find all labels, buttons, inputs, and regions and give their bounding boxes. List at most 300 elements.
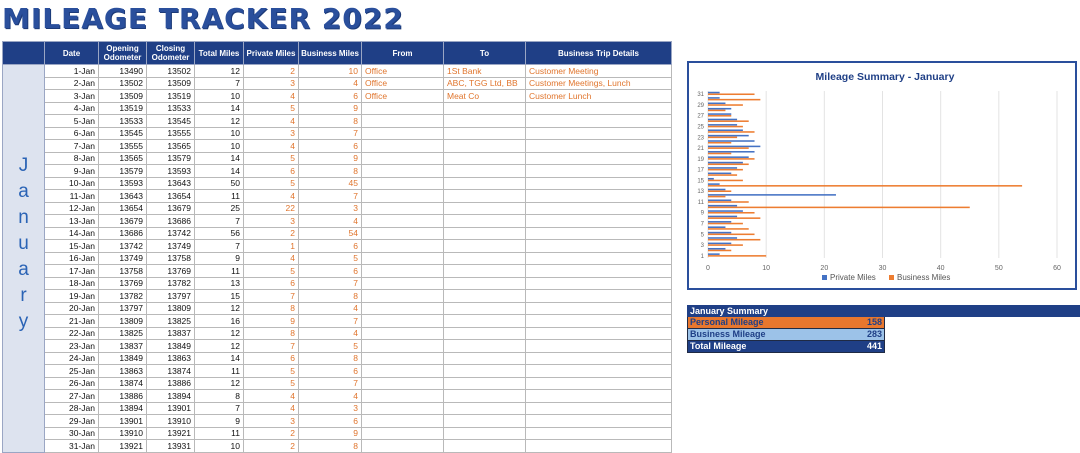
date-cell[interactable]: 29-Jan — [45, 415, 99, 428]
date-cell[interactable]: 2-Jan — [45, 77, 99, 90]
to-cell[interactable] — [444, 127, 526, 140]
private-miles-cell[interactable]: 3 — [244, 77, 299, 90]
closing-odometer-cell[interactable]: 13502 — [147, 65, 195, 78]
opening-odometer-cell[interactable]: 13910 — [99, 427, 147, 440]
total-miles-cell[interactable]: 14 — [195, 102, 244, 115]
business-miles-cell[interactable]: 4 — [299, 77, 362, 90]
date-cell[interactable]: 9-Jan — [45, 165, 99, 178]
to-cell[interactable] — [444, 227, 526, 240]
trip-details-cell[interactable] — [526, 327, 672, 340]
to-cell[interactable] — [444, 190, 526, 203]
opening-odometer-cell[interactable]: 13894 — [99, 402, 147, 415]
table-body — [3, 65, 672, 453]
private-bar — [708, 124, 737, 126]
table-row — [3, 240, 672, 253]
trip-details-cell[interactable] — [526, 265, 672, 278]
trip-details-cell[interactable] — [526, 277, 672, 290]
business-miles-cell[interactable]: 4 — [299, 302, 362, 315]
to-cell[interactable] — [444, 277, 526, 290]
total-miles-cell[interactable]: 11 — [195, 265, 244, 278]
private-miles-cell[interactable]: 4 — [244, 190, 299, 203]
closing-odometer-cell[interactable]: 13579 — [147, 152, 195, 165]
to-cell[interactable] — [444, 115, 526, 128]
from-cell[interactable] — [362, 140, 444, 153]
total-miles-cell[interactable]: 7 — [195, 240, 244, 253]
private-miles-cell[interactable]: 6 — [244, 277, 299, 290]
trip-details-cell[interactable] — [526, 302, 672, 315]
date-cell[interactable]: 23-Jan — [45, 340, 99, 353]
business-miles-cell[interactable]: 9 — [299, 102, 362, 115]
from-cell[interactable] — [362, 365, 444, 378]
private-miles-cell[interactable]: 5 — [244, 152, 299, 165]
date-cell[interactable]: 19-Jan — [45, 290, 99, 303]
trip-details-cell[interactable] — [526, 177, 672, 190]
closing-odometer-cell[interactable]: 13863 — [147, 352, 195, 365]
opening-odometer-cell[interactable]: 13533 — [99, 115, 147, 128]
from-cell[interactable] — [362, 377, 444, 390]
trip-details-cell[interactable] — [526, 215, 672, 228]
trip-details-cell[interactable] — [526, 252, 672, 265]
business-miles-cell[interactable]: 6 — [299, 140, 362, 153]
closing-odometer-cell[interactable]: 13654 — [147, 190, 195, 203]
business-miles-cell[interactable]: 6 — [299, 265, 362, 278]
business-miles-cell[interactable]: 8 — [299, 115, 362, 128]
business-miles-cell[interactable]: 4 — [299, 215, 362, 228]
trip-details-cell[interactable] — [526, 152, 672, 165]
trip-details-cell[interactable] — [526, 352, 672, 365]
date-cell[interactable]: 13-Jan — [45, 215, 99, 228]
date-cell[interactable]: 31-Jan — [45, 440, 99, 453]
date-cell[interactable]: 1-Jan — [45, 65, 99, 78]
opening-odometer-cell[interactable]: 13686 — [99, 227, 147, 240]
private-miles-cell[interactable]: 7 — [244, 340, 299, 353]
total-miles-cell[interactable]: 8 — [195, 390, 244, 403]
private-miles-cell[interactable]: 2 — [244, 440, 299, 453]
y-tick-label: 21 — [697, 146, 704, 153]
opening-odometer-cell[interactable]: 13555 — [99, 140, 147, 153]
closing-odometer-cell[interactable]: 13769 — [147, 265, 195, 278]
opening-odometer-cell[interactable]: 13874 — [99, 377, 147, 390]
trip-details-cell[interactable]: Customer Lunch — [526, 90, 672, 103]
opening-odometer-cell[interactable]: 13921 — [99, 440, 147, 453]
from-cell[interactable] — [362, 115, 444, 128]
private-miles-cell[interactable]: 5 — [244, 365, 299, 378]
summary-business-row — [687, 329, 885, 341]
from-cell[interactable] — [362, 290, 444, 303]
private-miles-cell[interactable]: 7 — [244, 290, 299, 303]
total-miles-cell[interactable]: 9 — [195, 252, 244, 265]
opening-odometer-cell[interactable]: 13782 — [99, 290, 147, 303]
date-cell[interactable]: 26-Jan — [45, 377, 99, 390]
to-cell[interactable] — [444, 402, 526, 415]
opening-odometer-cell[interactable]: 13863 — [99, 365, 147, 378]
trip-details-cell[interactable] — [526, 415, 672, 428]
date-cell[interactable]: 21-Jan — [45, 315, 99, 328]
closing-odometer-cell[interactable]: 13874 — [147, 365, 195, 378]
business-bar — [708, 185, 1022, 187]
closing-odometer-cell[interactable]: 13894 — [147, 390, 195, 403]
private-miles-cell[interactable]: 6 — [244, 352, 299, 365]
from-cell[interactable] — [362, 302, 444, 315]
trip-details-cell[interactable] — [526, 102, 672, 115]
total-miles-cell[interactable]: 25 — [195, 202, 244, 215]
closing-odometer-cell[interactable]: 13886 — [147, 377, 195, 390]
trip-details-cell[interactable] — [526, 140, 672, 153]
private-miles-cell[interactable]: 4 — [244, 90, 299, 103]
opening-odometer-cell[interactable]: 13490 — [99, 65, 147, 78]
business-bar — [708, 126, 743, 128]
date-cell[interactable]: 6-Jan — [45, 127, 99, 140]
trip-details-cell[interactable] — [526, 340, 672, 353]
to-cell[interactable] — [444, 290, 526, 303]
trip-details-cell[interactable]: Customer Meetings, Lunch — [526, 77, 672, 90]
trip-details-cell[interactable] — [526, 227, 672, 240]
closing-odometer-cell[interactable]: 13837 — [147, 327, 195, 340]
private-miles-cell[interactable]: 2 — [244, 427, 299, 440]
total-miles-cell[interactable]: 10 — [195, 140, 244, 153]
to-cell[interactable] — [444, 390, 526, 403]
to-cell[interactable] — [444, 152, 526, 165]
summary-total-row — [687, 341, 885, 353]
closing-odometer-cell[interactable]: 13679 — [147, 202, 195, 215]
to-cell[interactable] — [444, 427, 526, 440]
date-cell[interactable]: 17-Jan — [45, 265, 99, 278]
business-miles-cell[interactable]: 7 — [299, 190, 362, 203]
to-cell[interactable] — [444, 165, 526, 178]
to-cell[interactable] — [444, 240, 526, 253]
from-cell[interactable] — [362, 165, 444, 178]
trip-details-cell[interactable] — [526, 390, 672, 403]
date-cell[interactable]: 5-Jan — [45, 115, 99, 128]
to-cell[interactable] — [444, 440, 526, 453]
private-miles-cell[interactable]: 5 — [244, 377, 299, 390]
opening-odometer-cell[interactable]: 13849 — [99, 352, 147, 365]
total-miles-cell[interactable]: 13 — [195, 277, 244, 290]
total-miles-cell[interactable]: 11 — [195, 365, 244, 378]
to-cell[interactable] — [444, 315, 526, 328]
business-miles-cell[interactable]: 9 — [299, 152, 362, 165]
date-cell[interactable]: 11-Jan — [45, 190, 99, 203]
closing-odometer-cell[interactable]: 13519 — [147, 90, 195, 103]
from-cell[interactable] — [362, 390, 444, 403]
from-cell[interactable]: Office — [362, 77, 444, 90]
private-miles-cell[interactable]: 2 — [244, 65, 299, 78]
date-cell[interactable]: 15-Jan — [45, 240, 99, 253]
private-miles-cell[interactable]: 4 — [244, 390, 299, 403]
private-miles-cell[interactable]: 4 — [244, 402, 299, 415]
trip-details-cell[interactable] — [526, 190, 672, 203]
opening-odometer-cell[interactable]: 13797 — [99, 302, 147, 315]
business-miles-cell[interactable]: 7 — [299, 377, 362, 390]
total-miles-cell[interactable]: 10 — [195, 440, 244, 453]
closing-odometer-cell[interactable]: 13643 — [147, 177, 195, 190]
total-miles-cell[interactable]: 12 — [195, 65, 244, 78]
private-miles-cell[interactable]: 6 — [244, 165, 299, 178]
closing-odometer-cell[interactable]: 13555 — [147, 127, 195, 140]
table-row — [3, 352, 672, 365]
from-cell[interactable] — [362, 215, 444, 228]
to-cell[interactable]: ABC, TGG Ltd, BB — [444, 77, 526, 90]
opening-odometer-cell[interactable]: 13769 — [99, 277, 147, 290]
business-miles-cell[interactable]: 7 — [299, 127, 362, 140]
to-cell[interactable] — [444, 265, 526, 278]
private-bar — [708, 178, 714, 180]
trip-details-cell[interactable] — [526, 365, 672, 378]
mileage-log-table — [2, 41, 672, 453]
business-miles-cell[interactable]: 45 — [299, 177, 362, 190]
closing-odometer-cell[interactable]: 13593 — [147, 165, 195, 178]
business-bar — [708, 110, 725, 112]
private-miles-cell[interactable]: 3 — [244, 415, 299, 428]
date-cell[interactable]: 3-Jan — [45, 90, 99, 103]
to-cell[interactable] — [444, 365, 526, 378]
business-miles-cell[interactable]: 7 — [299, 277, 362, 290]
from-cell[interactable] — [362, 202, 444, 215]
private-miles-cell[interactable]: 5 — [244, 177, 299, 190]
private-miles-cell[interactable]: 8 — [244, 327, 299, 340]
opening-odometer-cell[interactable]: 13502 — [99, 77, 147, 90]
opening-odometer-cell[interactable]: 13901 — [99, 415, 147, 428]
private-miles-cell[interactable]: 9 — [244, 315, 299, 328]
private-miles-cell[interactable]: 2 — [244, 227, 299, 240]
from-cell[interactable]: Office — [362, 90, 444, 103]
closing-odometer-cell[interactable]: 13931 — [147, 440, 195, 453]
from-cell[interactable] — [362, 427, 444, 440]
trip-details-cell[interactable] — [526, 290, 672, 303]
from-cell[interactable] — [362, 327, 444, 340]
total-miles-cell[interactable]: 56 — [195, 227, 244, 240]
from-cell[interactable] — [362, 227, 444, 240]
from-cell[interactable]: Office — [362, 65, 444, 78]
business-miles-cell[interactable]: 8 — [299, 165, 362, 178]
to-cell[interactable] — [444, 352, 526, 365]
closing-odometer-cell[interactable]: 13533 — [147, 102, 195, 115]
closing-odometer-cell[interactable]: 13758 — [147, 252, 195, 265]
opening-odometer-cell[interactable]: 13825 — [99, 327, 147, 340]
from-cell[interactable] — [362, 277, 444, 290]
closing-odometer-cell[interactable]: 13686 — [147, 215, 195, 228]
from-cell[interactable] — [362, 415, 444, 428]
total-miles-cell[interactable]: 14 — [195, 165, 244, 178]
opening-odometer-cell[interactable]: 13809 — [99, 315, 147, 328]
closing-odometer-cell[interactable]: 13809 — [147, 302, 195, 315]
opening-odometer-cell[interactable]: 13509 — [99, 90, 147, 103]
to-cell[interactable] — [444, 252, 526, 265]
business-miles-cell[interactable]: 10 — [299, 65, 362, 78]
closing-odometer-cell[interactable]: 13910 — [147, 415, 195, 428]
total-miles-cell[interactable]: 7 — [195, 402, 244, 415]
date-cell[interactable]: 7-Jan — [45, 140, 99, 153]
opening-odometer-cell[interactable]: 13758 — [99, 265, 147, 278]
opening-odometer-cell[interactable]: 13837 — [99, 340, 147, 353]
trip-details-cell[interactable] — [526, 377, 672, 390]
private-miles-cell[interactable]: 5 — [244, 102, 299, 115]
trip-details-cell[interactable] — [526, 202, 672, 215]
closing-odometer-cell[interactable]: 13797 — [147, 290, 195, 303]
business-miles-cell[interactable]: 3 — [299, 202, 362, 215]
trip-details-cell[interactable] — [526, 127, 672, 140]
to-cell[interactable] — [444, 102, 526, 115]
opening-odometer-cell[interactable]: 13519 — [99, 102, 147, 115]
total-miles-cell[interactable]: 12 — [195, 377, 244, 390]
private-miles-cell[interactable]: 22 — [244, 202, 299, 215]
business-miles-cell[interactable]: 5 — [299, 340, 362, 353]
opening-odometer-cell[interactable]: 13565 — [99, 152, 147, 165]
closing-odometer-cell[interactable]: 13901 — [147, 402, 195, 415]
date-cell[interactable]: 10-Jan — [45, 177, 99, 190]
opening-odometer-cell[interactable]: 13749 — [99, 252, 147, 265]
opening-odometer-cell[interactable]: 13886 — [99, 390, 147, 403]
to-cell[interactable] — [444, 202, 526, 215]
total-miles-cell[interactable]: 12 — [195, 340, 244, 353]
total-miles-cell[interactable]: 10 — [195, 90, 244, 103]
total-miles-cell[interactable]: 12 — [195, 327, 244, 340]
private-miles-cell[interactable]: 3 — [244, 215, 299, 228]
private-miles-cell[interactable]: 1 — [244, 240, 299, 253]
closing-odometer-cell[interactable]: 13825 — [147, 315, 195, 328]
column-header: From — [362, 42, 444, 65]
date-cell[interactable]: 20-Jan — [45, 302, 99, 315]
to-cell[interactable] — [444, 327, 526, 340]
opening-odometer-cell[interactable]: 13593 — [99, 177, 147, 190]
from-cell[interactable] — [362, 340, 444, 353]
business-miles-cell[interactable]: 6 — [299, 90, 362, 103]
from-cell[interactable] — [362, 190, 444, 203]
private-miles-cell[interactable]: 8 — [244, 302, 299, 315]
from-cell[interactable] — [362, 265, 444, 278]
private-miles-cell[interactable]: 5 — [244, 265, 299, 278]
from-cell[interactable] — [362, 440, 444, 453]
total-miles-cell[interactable]: 14 — [195, 152, 244, 165]
business-miles-cell[interactable]: 8 — [299, 290, 362, 303]
trip-details-cell[interactable] — [526, 165, 672, 178]
opening-odometer-cell[interactable]: 13742 — [99, 240, 147, 253]
business-bar — [708, 180, 743, 182]
opening-odometer-cell[interactable]: 13679 — [99, 215, 147, 228]
date-cell[interactable]: 4-Jan — [45, 102, 99, 115]
trip-details-cell[interactable] — [526, 440, 672, 453]
total-miles-cell[interactable]: 7 — [195, 77, 244, 90]
business-miles-cell[interactable]: 4 — [299, 390, 362, 403]
private-miles-cell[interactable]: 4 — [244, 252, 299, 265]
business-bar — [708, 147, 749, 149]
closing-odometer-cell[interactable]: 13565 — [147, 140, 195, 153]
from-cell[interactable] — [362, 127, 444, 140]
opening-odometer-cell[interactable]: 13643 — [99, 190, 147, 203]
from-cell[interactable] — [362, 102, 444, 115]
trip-details-cell[interactable] — [526, 402, 672, 415]
business-miles-cell[interactable]: 4 — [299, 327, 362, 340]
total-miles-cell[interactable]: 16 — [195, 315, 244, 328]
closing-odometer-cell[interactable]: 13849 — [147, 340, 195, 353]
business-miles-cell[interactable]: 6 — [299, 365, 362, 378]
from-cell[interactable] — [362, 177, 444, 190]
closing-odometer-cell[interactable]: 13509 — [147, 77, 195, 90]
trip-details-cell[interactable] — [526, 240, 672, 253]
to-cell[interactable] — [444, 340, 526, 353]
total-miles-cell[interactable]: 14 — [195, 352, 244, 365]
date-cell[interactable]: 28-Jan — [45, 402, 99, 415]
total-miles-cell[interactable]: 11 — [195, 427, 244, 440]
private-miles-cell[interactable]: 4 — [244, 115, 299, 128]
business-miles-cell[interactable]: 5 — [299, 252, 362, 265]
from-cell[interactable] — [362, 402, 444, 415]
from-cell[interactable] — [362, 352, 444, 365]
trip-details-cell[interactable] — [526, 427, 672, 440]
date-cell[interactable]: 8-Jan — [45, 152, 99, 165]
table-row — [3, 115, 672, 128]
total-miles-cell[interactable]: 7 — [195, 215, 244, 228]
to-cell[interactable]: 1St Bank — [444, 65, 526, 78]
total-miles-cell[interactable]: 15 — [195, 290, 244, 303]
trip-details-cell[interactable] — [526, 315, 672, 328]
to-cell[interactable] — [444, 377, 526, 390]
private-miles-cell[interactable]: 4 — [244, 140, 299, 153]
date-cell[interactable]: 25-Jan — [45, 365, 99, 378]
business-miles-cell[interactable]: 6 — [299, 240, 362, 253]
total-miles-cell[interactable]: 12 — [195, 115, 244, 128]
business-miles-cell[interactable]: 8 — [299, 440, 362, 453]
table-row — [3, 252, 672, 265]
business-miles-cell[interactable]: 8 — [299, 352, 362, 365]
date-cell[interactable]: 12-Jan — [45, 202, 99, 215]
closing-odometer-cell[interactable]: 13749 — [147, 240, 195, 253]
private-miles-cell[interactable]: 3 — [244, 127, 299, 140]
business-bar — [708, 255, 766, 257]
to-cell[interactable] — [444, 215, 526, 228]
date-cell[interactable]: 30-Jan — [45, 427, 99, 440]
to-cell[interactable] — [444, 302, 526, 315]
to-cell[interactable] — [444, 140, 526, 153]
total-miles-cell[interactable]: 9 — [195, 415, 244, 428]
from-cell[interactable] — [362, 252, 444, 265]
personal-mileage-label: Personal Mileage — [690, 317, 764, 327]
to-cell[interactable] — [444, 177, 526, 190]
date-cell[interactable]: 24-Jan — [45, 352, 99, 365]
from-cell[interactable] — [362, 240, 444, 253]
closing-odometer-cell[interactable]: 13782 — [147, 277, 195, 290]
total-miles-cell[interactable]: 10 — [195, 127, 244, 140]
date-cell[interactable]: 18-Jan — [45, 277, 99, 290]
trip-details-cell[interactable] — [526, 115, 672, 128]
business-miles-cell[interactable]: 3 — [299, 402, 362, 415]
date-cell[interactable]: 22-Jan — [45, 327, 99, 340]
from-cell[interactable] — [362, 315, 444, 328]
closing-odometer-cell[interactable]: 13742 — [147, 227, 195, 240]
opening-odometer-cell[interactable]: 13545 — [99, 127, 147, 140]
closing-odometer-cell[interactable]: 13921 — [147, 427, 195, 440]
total-miles-cell[interactable]: 50 — [195, 177, 244, 190]
opening-odometer-cell[interactable]: 13654 — [99, 202, 147, 215]
total-miles-cell[interactable]: 11 — [195, 190, 244, 203]
trip-details-cell[interactable]: Customer Meeting — [526, 65, 672, 78]
date-cell[interactable]: 16-Jan — [45, 252, 99, 265]
table-header-row — [3, 42, 672, 65]
business-bar — [708, 217, 760, 219]
total-miles-cell[interactable]: 12 — [195, 302, 244, 315]
date-cell[interactable]: 14-Jan — [45, 227, 99, 240]
to-cell[interactable]: Meat Co — [444, 90, 526, 103]
business-miles-cell[interactable]: 6 — [299, 415, 362, 428]
business-miles-cell[interactable]: 54 — [299, 227, 362, 240]
business-miles-cell[interactable]: 9 — [299, 427, 362, 440]
closing-odometer-cell[interactable]: 13545 — [147, 115, 195, 128]
opening-odometer-cell[interactable]: 13579 — [99, 165, 147, 178]
business-miles-cell[interactable]: 7 — [299, 315, 362, 328]
from-cell[interactable] — [362, 152, 444, 165]
to-cell[interactable] — [444, 415, 526, 428]
date-cell[interactable]: 27-Jan — [45, 390, 99, 403]
